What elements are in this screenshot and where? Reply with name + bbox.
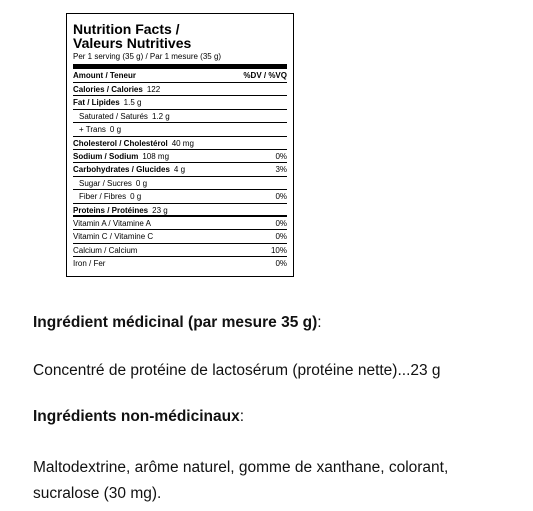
nutrient-label: Sodium / Sodium xyxy=(73,151,139,161)
nutrient-row xyxy=(73,123,287,136)
vitamin-row xyxy=(73,217,287,230)
nutrient-amount: 0 g xyxy=(109,125,122,135)
vitamin-row xyxy=(73,230,287,243)
medicinal-text: Concentré de protéine de lactosérum (protéine nette)...23 g xyxy=(33,362,441,379)
nutrient-amount: 122 xyxy=(146,85,161,94)
medicinal-heading-suffix: : xyxy=(317,314,322,331)
label-title-line1: Nutrition Facts / xyxy=(73,21,180,37)
nutrient-name xyxy=(79,177,147,189)
nutrient-amount: 1.5 g xyxy=(123,98,142,108)
medicinal-heading-text: Ingrédient médicinal (par mesure 35 g) xyxy=(33,314,318,331)
nutrient-name xyxy=(73,163,185,175)
nutrient-name xyxy=(73,150,169,162)
nutrient-label: Sugar / Sucres xyxy=(79,178,132,188)
nutrient-dv: 3% xyxy=(275,165,287,175)
nutrient-dv: 0% xyxy=(275,192,287,202)
label-title-line2: Valeurs Nutritives xyxy=(73,35,192,51)
non-medicinal-heading-suffix: : xyxy=(239,408,245,425)
non-medicinal-heading xyxy=(33,408,244,426)
vitamin-dv: 10% xyxy=(270,245,287,255)
nutrient-row xyxy=(73,150,287,163)
header-row xyxy=(73,69,287,83)
nutrient-label: + Trans xyxy=(79,125,106,135)
vitamin-row xyxy=(73,244,287,257)
medicinal-heading xyxy=(33,314,322,332)
nutrient-amount: 4 g xyxy=(173,165,186,175)
nutrient-name xyxy=(73,96,141,108)
header-amount: Amount / Teneur xyxy=(73,71,136,80)
vitamin-dv: 0% xyxy=(275,218,287,228)
nutrient-name xyxy=(73,204,168,215)
nutrient-amount: 23 g xyxy=(152,205,168,215)
nutrient-row xyxy=(73,110,287,123)
nutrient-row xyxy=(73,96,287,109)
nutrient-row xyxy=(73,190,287,203)
nutrient-name xyxy=(79,110,170,122)
nutrient-amount: 108 mg xyxy=(142,151,170,161)
nutrient-row xyxy=(73,204,287,217)
nutrient-name xyxy=(73,83,160,95)
nutrient-row xyxy=(73,163,287,176)
header-dv: %DV / %VQ xyxy=(243,71,287,80)
nutrition-facts-label xyxy=(66,13,294,277)
nutrient-name xyxy=(73,137,194,149)
nutrient-label: Calories / Calories xyxy=(73,85,143,94)
vitamin-name: Vitamin C / Vitamine C xyxy=(73,232,154,242)
vitamin-row xyxy=(73,257,287,270)
nutrient-amount: 40 mg xyxy=(171,138,194,148)
nutrient-label: Cholesterol / Cholestérol xyxy=(73,138,168,148)
vitamin-name: Vitamin A / Vitamine A xyxy=(73,218,151,228)
nutrient-row xyxy=(73,83,287,96)
nutrient-amount: 0 g xyxy=(130,192,142,202)
nutrient-amount: 0 g xyxy=(135,178,148,188)
nutrient-dv: 0% xyxy=(275,151,287,161)
nutrient-label: Fiber / Fibres xyxy=(79,192,127,202)
nutrient-name xyxy=(79,190,141,202)
vitamin-dv: 0% xyxy=(275,232,287,242)
vitamin-dv: 0% xyxy=(275,259,287,269)
non-medicinal-heading-text: Ingrédients non-médicinaux xyxy=(33,408,240,425)
nutrient-row xyxy=(73,137,287,150)
nutrient-label: Saturated / Saturés xyxy=(79,111,148,121)
nutrient-row xyxy=(73,177,287,190)
nutrient-name xyxy=(79,123,121,135)
non-medicinal-text: Maltodextrine, arôme naturel, gomme de xanthane, colorant, sucralose (30 mg). xyxy=(33,459,449,502)
nutrient-label: Carbohydrates / Glucides xyxy=(73,165,170,175)
nutrient-label: Fat / Lipides xyxy=(73,98,120,108)
vitamin-rows xyxy=(73,217,287,271)
nutrient-amount: 1.2 g xyxy=(151,111,170,121)
nutrient-label: Proteins / Protéines xyxy=(73,205,149,215)
serving-size: Per 1 serving (35 g) / Par 1 mesure (35 g) xyxy=(73,52,222,61)
vitamin-name: Calcium / Calcium xyxy=(73,245,138,255)
nutrient-rows xyxy=(73,83,287,217)
vitamin-name: Iron / Fer xyxy=(73,259,106,269)
